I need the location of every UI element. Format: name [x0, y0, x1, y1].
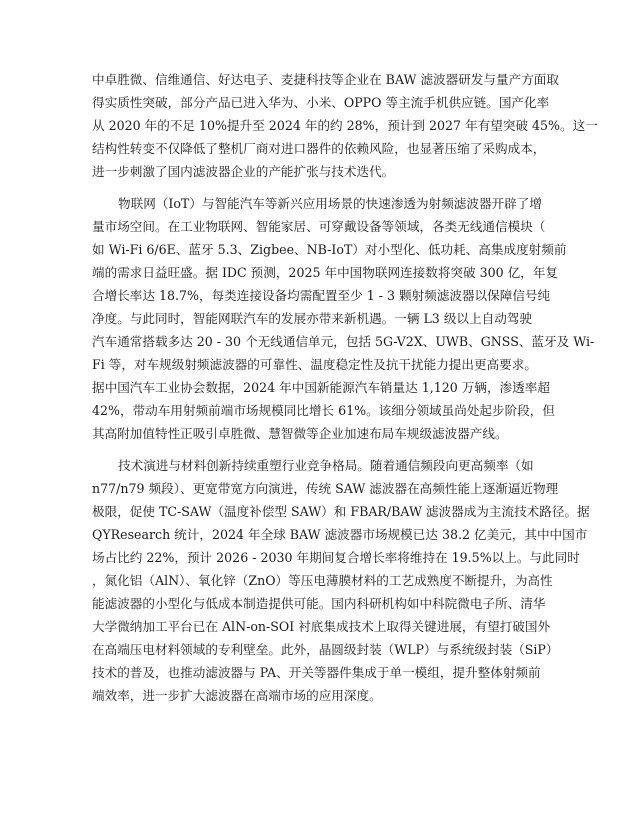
text-line: 中卓胜微、信维通信、好达电子、麦捷科技等企业在 BAW 滤波器研发与量产方面取	[92, 72, 559, 87]
text-line: Fi 等，对车规级射频滤波器的可靠性、温度稳定性及抗干扰能力提出更高要求。	[92, 357, 537, 372]
paragraph-technology-evolution	[92, 454, 590, 707]
text-line: 汽车通常搭载多达 20 - 30 个无线通信单元，包括 5G-V2X、UWB、GNSS、蓝牙及 Wi-	[92, 334, 595, 349]
text-line: 在高端压电材料领域的专利壁垒。此外，晶圆级封装（WLP）与系统级封装（SiP）	[92, 642, 559, 657]
text-line: 如 Wi-Fi 6/6E、蓝牙 5.3、Zigbee、NB-IoT）对小型化、低功耗、高集成度射频前	[92, 242, 567, 257]
text-line: 端的需求日益旺盛。据 IDC 预测，2025 年中国物联网连接数将突破 300 亿，年复	[92, 265, 559, 280]
text-line: 进一步刺激了国内滤波器企业的产能扩张与技术迭代。	[92, 164, 395, 179]
text-line: 其高附加值特性正吸引卓胜微、慧智微等企业加速布局车规级滤波器产线。	[92, 426, 508, 441]
text-line: 据中国汽车工业协会数据，2024 年中国新能源汽车销量达 1,120 万辆，渗透率超	[92, 380, 550, 395]
text-line: 场占比约 22%，预计 2026 - 2030 年期间复合增长率将维持在 19.5%以上。与此同时	[92, 550, 580, 565]
text-line: 能滤波器的小型化与低成本制造提供可能。国内科研机构如中科院微电子所、清华	[92, 596, 546, 611]
paragraph-domestic-substitution	[92, 68, 598, 183]
document-body	[92, 68, 598, 707]
text-line: 端效率，进一步扩大滤波器在高端市场的应用深度。	[92, 688, 382, 703]
text-line: ，氮化铝（AlN）、氧化锌（ZnO）等压电薄膜材料的工艺成熟度不断提升，为高性	[92, 573, 553, 588]
text-line: 技术演进与材料创新持续重塑行业竞争格局。随着通信频段向更高频率（如	[118, 458, 534, 473]
text-line: 合增长率达 18.7%，每类连接设备均需配置至少 1 - 3 颗射频滤波器以保障信号纯	[92, 288, 551, 303]
text-line: 极限，促使 TC-SAW（温度补偿型 SAW）和 FBAR/BAW 滤波器成为主流技术路径。据	[92, 504, 590, 519]
text-line: 从 2020 年的不足 10%提升至 2024 年的约 28%，预计到 2027 年有望突破 45%。这一	[92, 118, 598, 133]
text-line: 得实质性突破，部分产品已进入华为、小米、OPPO 等主流手机供应链。国产化率	[92, 95, 550, 110]
text-line: 结构性转变不仅降低了整机厂商对进口器件的依赖风险，也显著压缩了采购成本，	[92, 141, 546, 156]
text-line: 量市场空间。在工业物联网、智能家居、可穿戴设备等领域，各类无线通信模块（	[92, 219, 546, 234]
text-line: 技术的普及，也推动滤波器与 PA、开关等器件集成于单一模组，提升整体射频前	[92, 665, 541, 680]
text-line: n77/n79 频段）、更宽带宽方向演进，传统 SAW 滤波器在高频性能上逐渐逼近物理	[92, 481, 559, 496]
text-line: 大学微纳加工平台已在 AlN-on-SOI 衬底集成技术上取得关键进展，有望打破国外	[92, 619, 551, 634]
text-line: 物联网（IoT）与智能汽车等新兴应用场景的快速渗透为射频滤波器开辟了增	[118, 196, 542, 211]
text-line: 42%，带动车用射频前端市场规模同比增长 61%。该细分领域虽尚处起步阶段，但	[92, 403, 555, 418]
text-line: 净度。与此同时，智能网联汽车的发展亦带来新机遇。一辆 L3 级以上自动驾驶	[92, 311, 532, 326]
text-line: QYResearch 统计，2024 年全球 BAW 滤波器市场规模已达 38.2 亿美元，其中中国市	[92, 527, 588, 542]
paragraph-iot-automotive	[92, 192, 595, 445]
